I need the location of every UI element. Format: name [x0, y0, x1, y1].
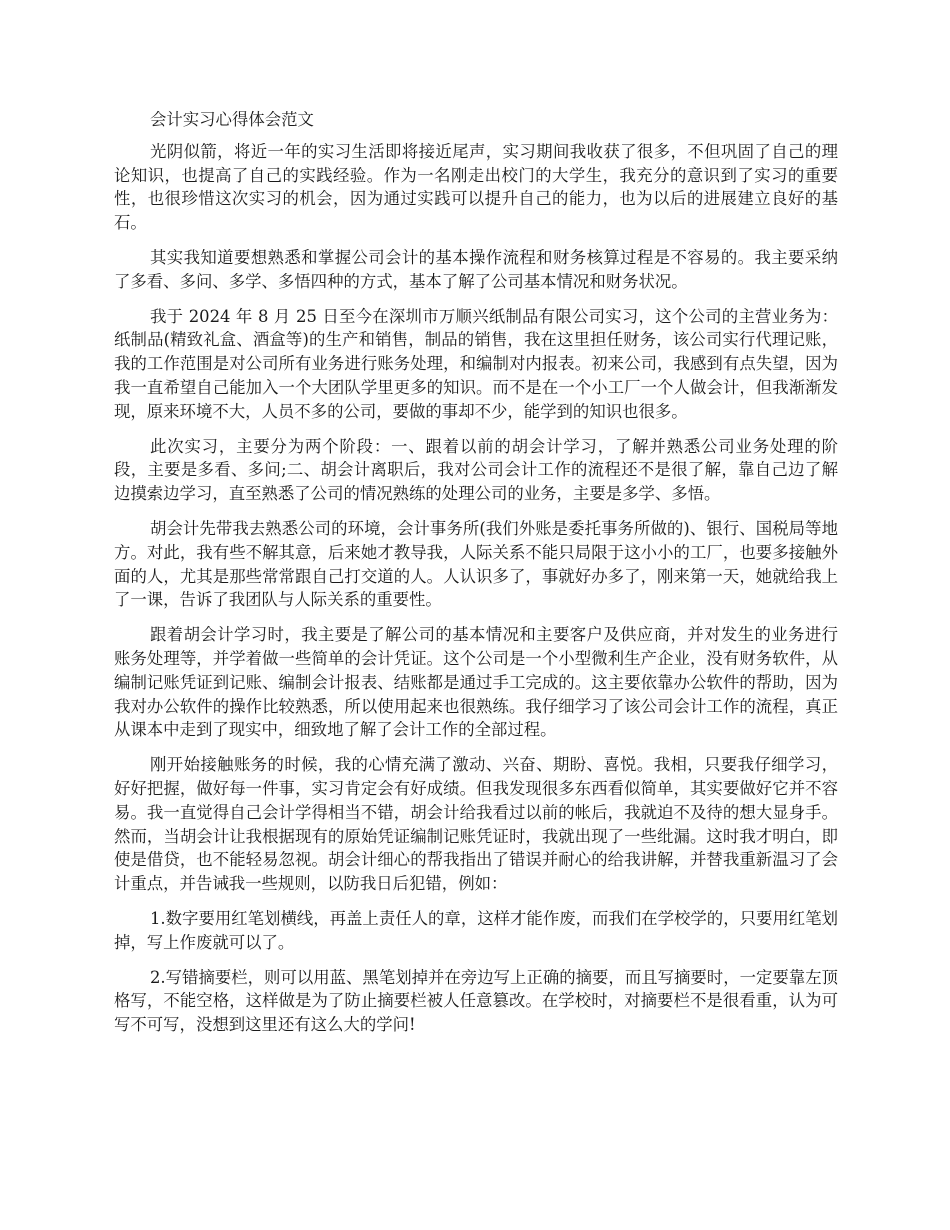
paragraph-environment: 胡会计先带我去熟悉公司的环境，会计事务所(我们外账是委托事务所做的)、银行、国税局等地方。对此，我有些不解其意，后来她才教导我，人际关系不能只局限于这小小的工厂，也要多接触外面的人，尤其是那些常常跟自己打交道的人。人认识多了，事就好办多了，刚来第一天，她就给我上了一课，告诉了我团队与人际关系的重要性。: [114, 518, 838, 610]
paragraph-learning: 跟着胡会计学习时，我主要是了解公司的基本情况和主要客户及供应商，并对发生的业务进行账务处理等，并学着做一些简单的会计凭证。这个公司是一个小型微利生产企业，没有财务软件，从编制记账凭证到记账、编制会计报表、结账都是通过手工完成的。这主要依靠办公软件的帮助，因为我对办公软件的操作比较熟悉，所以使用起来也很熟练。我仔细学习了该公司会计工作的流程，真正从课本中走到了现实中，细致地了解了会计工作的全部过程。: [114, 625, 838, 740]
document-page: [114, 108, 838, 1048]
paragraph-rule-1: 1.数字要用红笔划横线，再盖上责任人的章，这样才能作废，而我们在学校学的，只要用红笔划掉，写上作废就可以了。: [114, 908, 838, 952]
paragraph-intro: 光阴似箭，将近一年的实习生活即将接近尾声，实习期间我收获了很多，不但巩固了自己的理论知识，也提高了自己的实践经验。作为一名刚走出校门的大学生，我充分的意识到了实习的重要性，也很珍惜这次实习的机会，因为通过实践可以提升自己的能力，也为以后的进展建立良好的基石。: [114, 141, 838, 233]
paragraph-rule-2: 2.写错摘要栏，则可以用蓝、黑笔划掉并在旁边写上正确的摘要，而且写摘要时，一定要靠左顶格写，不能空格，这样做是为了防止摘要栏被人任意篡改。在学校时，对摘要栏不是很看重，认为可写不可写，没想到这里还有这么大的学问!: [114, 967, 838, 1035]
paragraph-methods: 其实我知道要想熟悉和掌握公司会计的基本操作流程和财务核算过程是不容易的。我主要采纳了多看、多问、多学、多悟四种的方式，基本了解了公司基本情况和财务状况。: [114, 247, 838, 291]
paragraph-company: 我于 2024 年 8 月 25 日至今在深圳市万顺兴纸制品有限公司实习，这个公司的主营业务为：纸制品(精致礼盒、酒盒等)的生产和销售，制品的销售，我在这里担任财务，该公司实行代理记账，我的工作范围是对公司所有业务进行账务处理，和编制对内报表。初来公司，我感到有点失望，因为我一直希望自己能加入一个大团队学里更多的知识。而不是在一个小工厂一个人做会计，但我渐渐发现，原来环境不大，人员不多的公司，要做的事却不少，能学到的知识也很多。: [114, 306, 838, 421]
paragraph-stages: 此次实习，主要分为两个阶段：一、跟着以前的胡会计学习，了解并熟悉公司业务处理的阶段，主要是多看、多问;二、胡会计离职后，我对公司会计工作的流程还不是很了解，靠自己边了解边摸索边学习，直至熟悉了公司的情况熟练的处理公司的业务，主要是多学、多悟。: [114, 436, 838, 504]
paragraph-experience: 刚开始接触账务的时候，我的心情充满了激动、兴奋、期盼、喜悦。我相，只要我仔细学习，好好把握，做好每一件事，实习肯定会有好成绩。但我发现很多东西看似简单，其实要做好它并不容易。我一直觉得自己会计学得相当不错，胡会计给我看过以前的帐后，我就迫不及待的想大显身手。然而，当胡会计让我根据现有的原始凭证编制记账凭证时，我就出现了一些纰漏。这时我才明白，即使是借贷，也不能轻易忽视。胡会计细心的帮我指出了错误并耐心的给我讲解，并替我重新温习了会计重点，并告诫我一些规则，以防我日后犯错，例如：: [114, 755, 838, 894]
document-title: 会计实习心得体会范文: [150, 110, 314, 129]
